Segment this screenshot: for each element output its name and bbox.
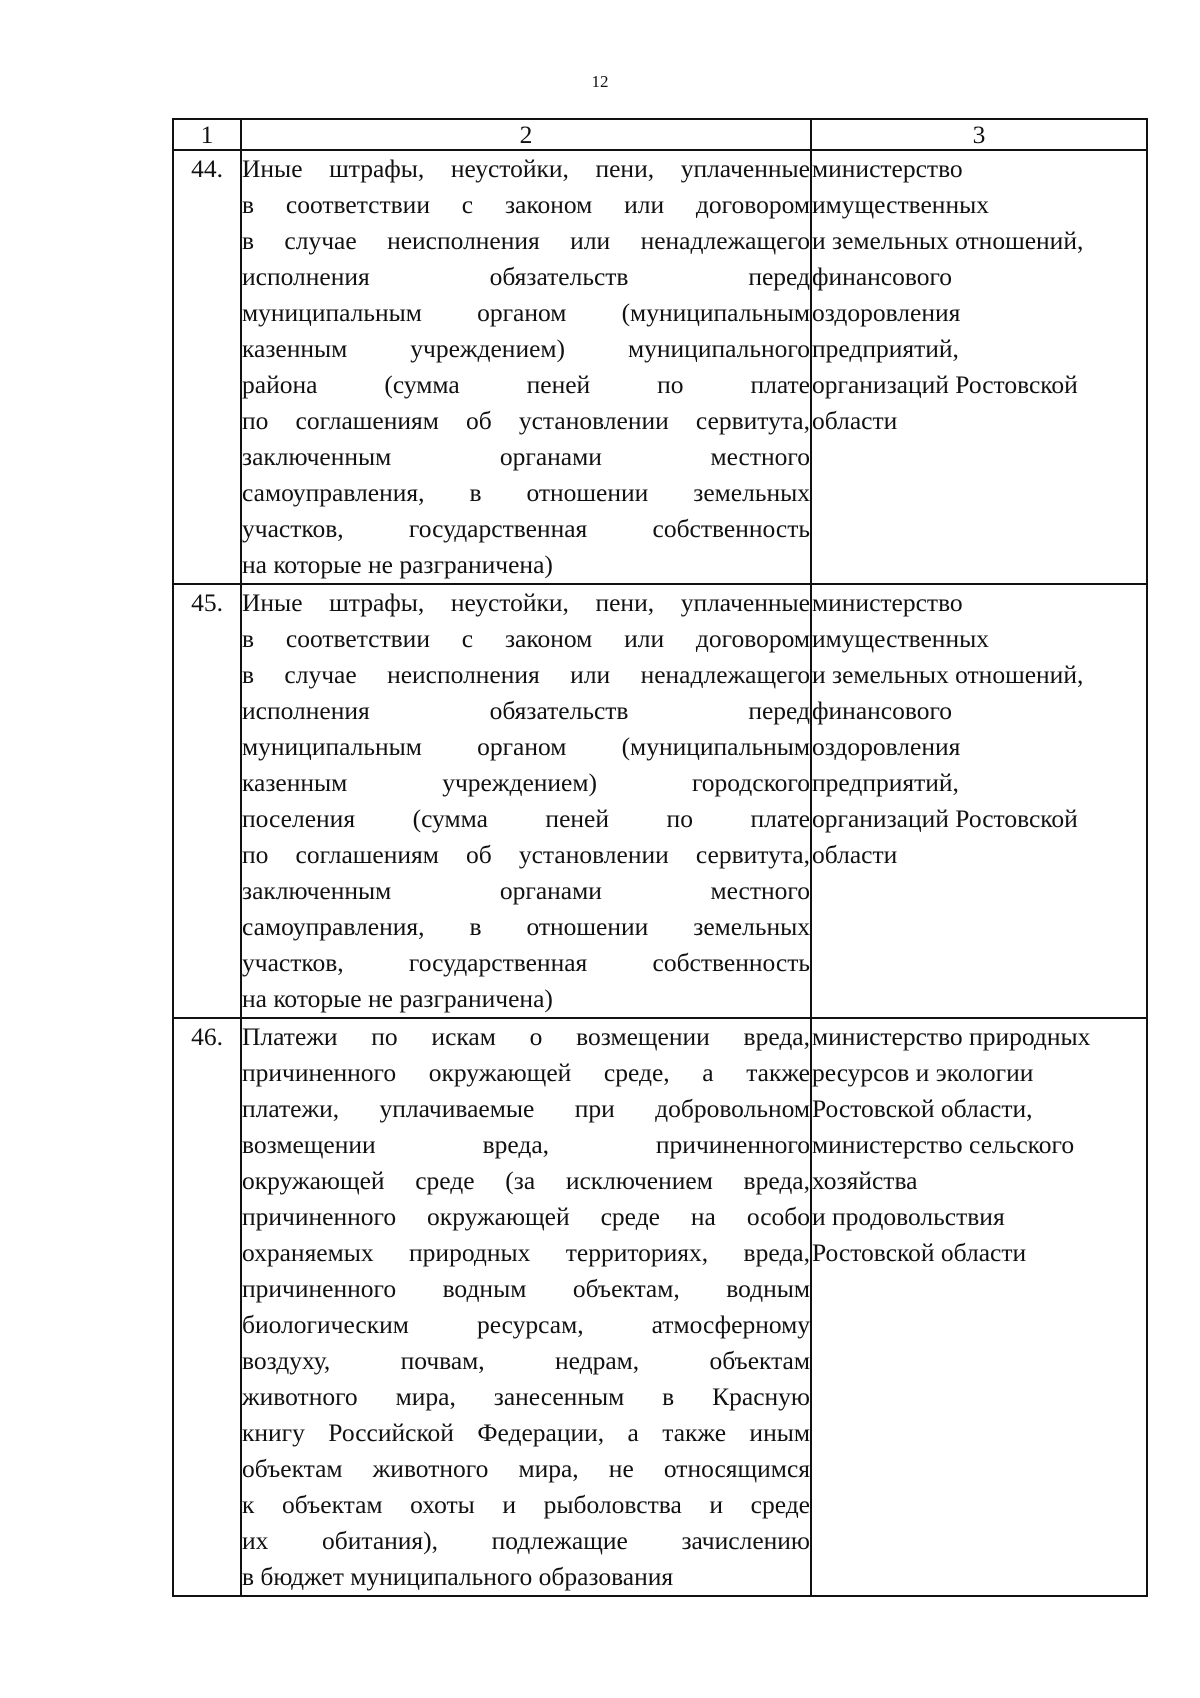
administrator — [811, 584, 1147, 1018]
administrator-line: оздоровления — [812, 298, 961, 327]
row-number: 46. — [173, 1018, 241, 1596]
administrator-line: предприятий, — [812, 334, 959, 363]
administrator-line: предприятий, — [812, 768, 959, 797]
administrator-line: области — [812, 406, 898, 435]
description-line: участков, государственная собственность — [242, 948, 810, 977]
administrator-line: финансового — [812, 696, 953, 725]
description-line: заключенным органами местного — [242, 442, 810, 471]
description-line: охраняемых природных территориях, вреда, — [242, 1238, 810, 1267]
description-line: заключенным органами местного — [242, 876, 810, 905]
table-row — [173, 150, 1147, 584]
administrator-line: области — [812, 840, 898, 869]
description-line: казенным учреждением) муниципального — [242, 334, 810, 363]
administrator-line: хозяйства — [812, 1166, 918, 1195]
description-line: муниципальным органом (муниципальным — [242, 732, 810, 761]
header-col-2: 2 — [241, 119, 811, 150]
table-row — [173, 1018, 1147, 1596]
description-line: исполнения обязательств перед — [242, 696, 810, 725]
administrator — [811, 1018, 1147, 1596]
description-line: в соответствии с законом или договором — [242, 624, 810, 653]
administrator-line: организаций Ростовской — [812, 370, 1078, 399]
description-line: биологическим ресурсам, атмосферному — [242, 1310, 810, 1339]
description-line: животного мира, занесенным в Красную — [242, 1382, 810, 1411]
description-line: книгу Российской Федерации, а также иным — [242, 1418, 810, 1447]
budget-revenue-table — [172, 118, 1148, 1597]
administrator — [811, 150, 1147, 584]
description-line: исполнения обязательств перед — [242, 262, 810, 291]
table-header-row — [173, 119, 1147, 150]
description-line: причиненного окружающей среде на особо — [242, 1202, 810, 1231]
administrator-line: министерство — [812, 588, 963, 617]
description-line: участков, государственная собственность — [242, 514, 810, 543]
row-number: 44. — [173, 150, 241, 584]
administrator-line: министерство — [812, 154, 963, 183]
description-line: в соответствии с законом или договором — [242, 190, 810, 219]
header-col-3: 3 — [811, 119, 1147, 150]
description-line: причиненного водным объектам, водным — [242, 1274, 810, 1303]
administrator-line: министерство природных — [812, 1022, 1091, 1051]
revenue-description — [241, 1018, 811, 1596]
page-number: 12 — [591, 72, 609, 91]
description-line: к объектам охоты и рыболовства и среде — [242, 1490, 810, 1519]
description-line: платежи, уплачиваемые при добровольном — [242, 1094, 810, 1123]
description-line: поселения (сумма пеней по плате — [242, 804, 810, 833]
description-line: Иные штрафы, неустойки, пени, уплаченные — [242, 154, 810, 183]
description-line: их обитания), подлежащие зачислению — [242, 1526, 810, 1555]
administrator-line: имущественных — [812, 190, 989, 219]
header-col-1: 1 — [173, 119, 241, 150]
description-line: в случае неисполнения или ненадлежащего — [242, 226, 810, 255]
table-row — [173, 584, 1147, 1018]
administrator-line: и продовольствия — [812, 1202, 1005, 1231]
administrator-line: организаций Ростовской — [812, 804, 1078, 833]
description-line: Платежи по искам о возмещении вреда, — [242, 1022, 810, 1051]
description-line: района (сумма пеней по плате — [242, 370, 810, 399]
administrator-line: оздоровления — [812, 732, 961, 761]
description-line: объектам животного мира, не относящимся — [242, 1454, 810, 1483]
description-line: по соглашениям об установлении сервитута, — [242, 406, 810, 435]
row-number: 45. — [173, 584, 241, 1018]
description-line: муниципальным органом (муниципальным — [242, 298, 810, 327]
administrator-line: и земельных отношений, — [812, 660, 1084, 689]
description-line: Иные штрафы, неустойки, пени, уплаченные — [242, 588, 810, 617]
description-line: окружающей среде (за исключением вреда, — [242, 1166, 810, 1195]
administrator-line: и земельных отношений, — [812, 226, 1084, 255]
administrator-line: финансового — [812, 262, 953, 291]
description-line: на которые не разграничена) — [242, 550, 553, 579]
description-line: причиненного окружающей среде, а также — [242, 1058, 810, 1087]
revenue-description — [241, 150, 811, 584]
description-line: по соглашениям об установлении сервитута, — [242, 840, 810, 869]
description-line: самоуправления, в отношении земельных — [242, 912, 810, 941]
administrator-line: Ростовской области — [812, 1238, 1027, 1267]
description-line: воздуху, почвам, недрам, объектам — [242, 1346, 810, 1375]
description-line: казенным учреждением) городского — [242, 768, 810, 797]
description-line: на которые не разграничена) — [242, 984, 553, 1013]
revenue-description — [241, 584, 811, 1018]
administrator-line: ресурсов и экологии — [812, 1058, 1034, 1087]
description-line: самоуправления, в отношении земельных — [242, 478, 810, 507]
administrator-line: министерство сельского — [812, 1130, 1075, 1159]
description-line: в бюджет муниципального образования — [242, 1562, 674, 1591]
administrator-line: Ростовской области, — [812, 1094, 1033, 1123]
administrator-line: имущественных — [812, 624, 989, 653]
description-line: возмещении вреда, причиненного — [242, 1130, 810, 1159]
description-line: в случае неисполнения или ненадлежащего — [242, 660, 810, 689]
